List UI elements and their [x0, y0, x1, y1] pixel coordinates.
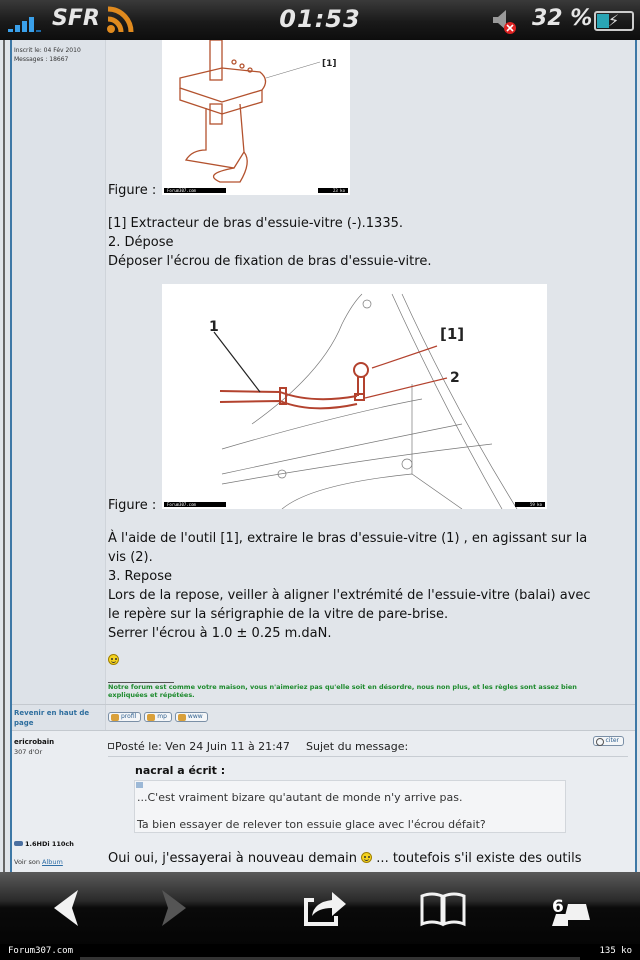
- quote-image-icon: [136, 782, 143, 788]
- text-line: [1] Extracteur de bras d'essuie-vitre (-).1335.: [108, 216, 404, 231]
- post-author-name[interactable]: ericrobain: [14, 738, 55, 746]
- quote-line: ...C'est vraiment bizare qu'autant de monde n'y arrive pas.: [137, 791, 463, 804]
- figure-1-callout: [1]: [322, 59, 337, 69]
- car-icon: [14, 841, 23, 846]
- post-marker-icon: [108, 743, 114, 749]
- text-line: 3. Repose: [108, 569, 172, 584]
- figure-2-watermark: Forum307.com: [164, 502, 226, 507]
- reply-text: [108, 851, 582, 866]
- post-date: [108, 740, 290, 753]
- post-subject: Sujet du message:: [306, 740, 409, 753]
- figure-1-label: Figure :: [108, 183, 157, 198]
- reply-text-end: ... toutefois s'il existe des outils: [372, 851, 582, 866]
- status-bar: [0, 0, 640, 40]
- browser-toolbar: [0, 872, 640, 944]
- quote-author: nacral a écrit :: [135, 764, 226, 777]
- text-line: Lors de la repose, veiller à aligner l'extrémité de l'essuie-vitre (balai) avec: [108, 588, 591, 603]
- figure-1-size: 23 ko: [318, 188, 348, 193]
- quote-box: [134, 780, 566, 833]
- figure-2-callout-tool: [1]: [440, 325, 465, 343]
- text-line: Serrer l'écrou à 1.0 ± 0.25 m.daN.: [108, 626, 332, 641]
- tab-count: 6: [552, 897, 564, 917]
- figure-2-label: Figure :: [108, 498, 157, 513]
- author-rank: 307 d'Or: [14, 748, 43, 756]
- quote-button[interactable]: [593, 736, 624, 746]
- album-link[interactable]: Album: [42, 858, 63, 866]
- car-model: 1.6HDi 110ch: [25, 840, 74, 848]
- registered-date: Inscrit le: 04 Fév 2010: [14, 47, 81, 54]
- battery-charging-icon: [594, 11, 634, 31]
- speaker-muted-icon: [490, 7, 518, 35]
- quote-line: Ta bien essayer de relever ton essuie glace avec l'écrou défait?: [137, 818, 486, 831]
- signature-text: Notre forum est comme votre maison, vous n'aimeriez pas qu'elle soit en désordre, nous non plus, et les règles sont assez bien expliquées et répétées.: [108, 683, 577, 699]
- reply-text-start: Oui oui, j'essayerai à nouveau demain: [108, 851, 358, 866]
- share-icon[interactable]: [300, 886, 350, 930]
- carrier-name: SFR: [52, 6, 100, 31]
- figure-2-callout-arm: 1: [209, 319, 219, 335]
- view-album-line: [14, 858, 63, 866]
- battery-percent: 32 %: [532, 6, 593, 31]
- text-line: vis (2).: [108, 550, 153, 565]
- forward-arrow-icon[interactable]: [148, 886, 198, 930]
- figure-2-callout-screw: 2: [450, 370, 460, 386]
- page-border: [3, 40, 5, 872]
- text-line: À l'aide de l'outil [1], extraire le bras d'essuie-vitre (1) , en agissant sur la: [108, 531, 588, 546]
- page-size: 135 ko: [599, 946, 632, 956]
- post-header-divider: [108, 756, 628, 757]
- browser-status-bar: [0, 944, 640, 960]
- back-arrow-icon[interactable]: [42, 886, 92, 930]
- text-line: le repère sur la sérigraphie de la vitre de pare-brise.: [108, 607, 449, 622]
- charging-bolt-icon: ⚡: [608, 11, 620, 30]
- web-page[interactable]: [0, 40, 640, 872]
- figure-1-watermark: Forum307.com: [164, 188, 226, 193]
- author-profile-info: [14, 46, 81, 64]
- text-line: Déposer l'écrou de fixation de bras d'essuie-vitre.: [108, 254, 432, 269]
- back-to-top-link[interactable]: Revenir en haut de page: [14, 709, 90, 727]
- battery-fill: [597, 14, 609, 28]
- bookmarks-book-icon[interactable]: [418, 886, 468, 930]
- author-car: [14, 840, 74, 848]
- post-2-body: [106, 40, 634, 872]
- page-border: [635, 40, 637, 872]
- www-button-label: www: [187, 713, 203, 720]
- profile-button-label: profil: [121, 713, 137, 720]
- site-name: Forum307.com: [8, 946, 74, 956]
- post-date-text: Posté le: Ven 24 Juin 11 à 21:47: [115, 740, 290, 753]
- message-count: Messages : 18667: [14, 56, 69, 63]
- clock: 01:53: [279, 5, 361, 33]
- pm-button-label: mp: [157, 713, 167, 720]
- album-prefix: Voir son: [14, 858, 43, 866]
- text-line: 2. Dépose: [108, 235, 174, 250]
- smile-icon: [361, 852, 372, 863]
- quote-button-label: citer: [605, 737, 619, 744]
- figure-2-size: 59 ko: [515, 502, 545, 507]
